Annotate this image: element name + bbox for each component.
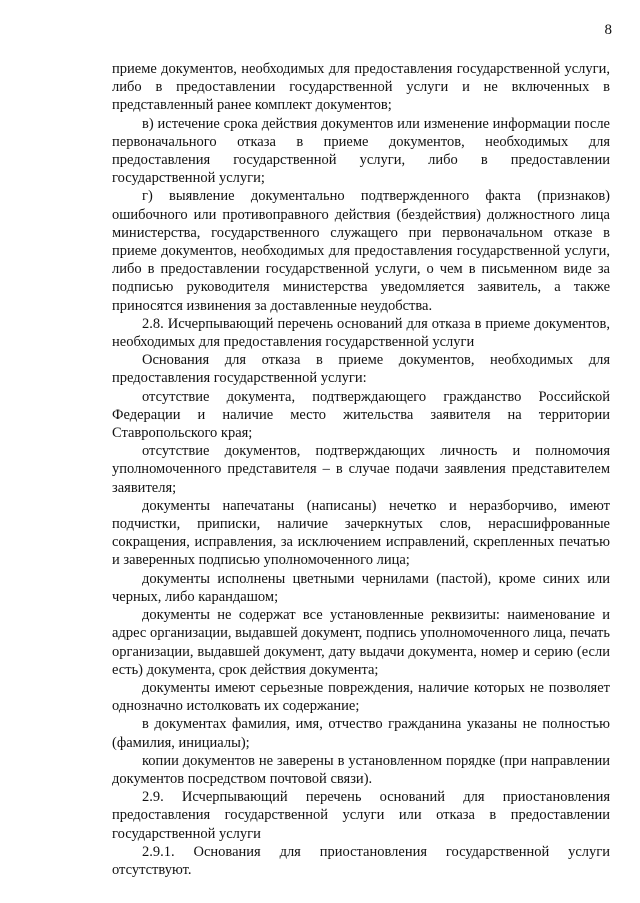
list-item: документы исполнены цветными чернилами (пастой), кроме синих или черных, либо карандашом;	[112, 570, 610, 605]
list-item: документы не содержат все установленные реквизиты: наименование и адрес организации, выдавшей документ, подпись уполномоченного лица, печать организации, выдавшей документ, дату выдачи документа, номер и серию (если есть) документа, срок действия документа;	[112, 607, 610, 678]
list-item: копии документов не заверены в установленном порядке (при направлении документов посредством почтовой связи).	[112, 752, 610, 787]
paragraph: в) истечение срока действия документов или изменение информации после первоначального отказа в приеме документов, необходимых для предоставления государственной услуги, либо в предоставлении государственной услуги;	[112, 115, 610, 187]
list-item: отсутствие документа, подтверждающего гражданство Российской Федерации и наличие место жительства заявителя на территории Ставропольского края;	[112, 388, 610, 442]
section-heading-2-9: 2.9. Исчерпывающий перечень оснований для приостановления предоставления государственной услуги или отказа в предоставлении государственной услуги	[112, 789, 610, 842]
document-body	[112, 60, 610, 879]
list-item: отсутствие документов, подтверждающих личность и полномочия уполномоченного представителя – в случае подачи заявления представителем заявителя;	[112, 443, 610, 496]
paragraph: приеме документов, необходимых для предоставления государственной услуги, либо в предоставлении государственной услуги и не включенных в представленный ранее комплект документов;	[112, 61, 610, 114]
paragraph: г) выявление документально подтвержденного факта (признаков) ошибочного или противоправного действия (бездействия) должностного лица министерства, государственного служащего при первоначальном отказе в приеме документов, необходимых для предоставления государственной услуги, либо в предоставлении государственной услуги, о чем в письменном виде за подписью руководителя министерства уведомляется заявитель, а также приносятся извинения за доставленные неудобства.	[112, 188, 610, 314]
list-item: в документах фамилия, имя, отчество гражданина указаны не полностью (фамилия, инициалы);	[112, 716, 610, 751]
list-item: документы напечатаны (написаны) нечетко и неразборчиво, имеют подчистки, приписки, наличие зачеркнутых слов, нерасшифрованные сокращения, исправления, за исключением исправлений, скрепленных печатью и заверенных подписью уполномоченного лица;	[112, 497, 610, 569]
list-item: документы имеют серьезные повреждения, наличие которых не позволяет однозначно истолковать их содержание;	[112, 679, 610, 715]
paragraph: Основания для отказа в приеме документов, необходимых для предоставления государственной услуги:	[112, 352, 610, 387]
paragraph: 2.9.1. Основания для приостановления государственной услуги отсутствуют.	[112, 843, 610, 878]
page-number: 8	[604, 22, 612, 38]
section-heading-2-8: 2.8. Исчерпывающий перечень оснований для отказа в приеме документов, необходимых для предоставления государственной услуги	[112, 315, 610, 351]
